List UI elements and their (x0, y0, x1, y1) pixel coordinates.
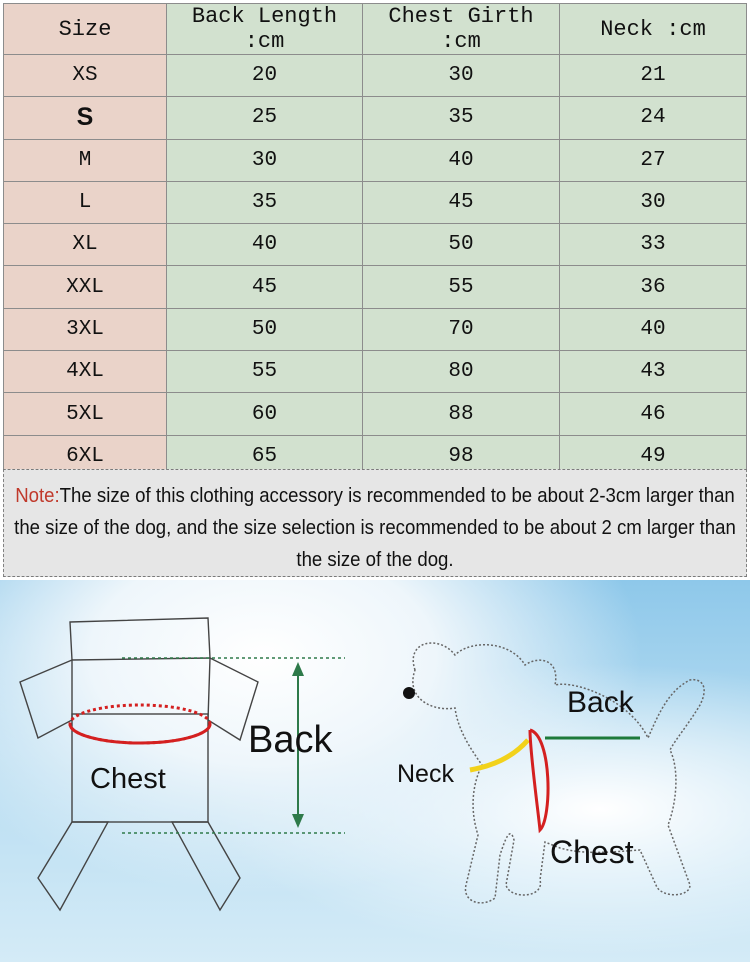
size-cell: XS (4, 55, 167, 97)
back-length-cell: 20 (167, 55, 363, 97)
neck-cell: 43 (560, 351, 747, 393)
note-label: Note: (15, 485, 60, 507)
garment-back-label: Back (248, 719, 333, 761)
chest-girth-cell: 55 (363, 266, 560, 308)
size-cell: L (4, 181, 167, 223)
neck-cell: 30 (560, 181, 747, 223)
neck-cell: 27 (560, 139, 747, 181)
chest-girth-cell: 80 (363, 351, 560, 393)
chest-girth-cell: 98 (363, 435, 560, 477)
dog-chest-label: Chest (550, 834, 634, 870)
header-back-length: Back Length :cm (167, 4, 363, 55)
arrow-down-icon (292, 814, 304, 828)
neck-cell: 46 (560, 393, 747, 435)
table-row (4, 393, 747, 435)
dog-nose-icon (403, 687, 415, 699)
garment-left-sleeve (20, 660, 72, 738)
note-text: The size of this clothing accessory is recommended to be about 2-3cm larger than the size of the dog, and the size selection is recommended to be about 2 cm larger than the size of the dog. (14, 485, 736, 571)
size-cell: M (4, 139, 167, 181)
garment-left-leg (38, 822, 108, 910)
back-length-cell: 45 (167, 266, 363, 308)
back-length-cell: 40 (167, 224, 363, 266)
table-row (4, 224, 747, 266)
table-row (4, 97, 747, 139)
chest-girth-cell: 35 (363, 97, 560, 139)
size-cell: 3XL (4, 308, 167, 350)
table-row (4, 139, 747, 181)
size-chart-table (3, 3, 747, 478)
back-length-cell: 60 (167, 393, 363, 435)
size-cell: 6XL (4, 435, 167, 477)
chest-girth-cell: 70 (363, 308, 560, 350)
chest-girth-cell: 40 (363, 139, 560, 181)
table-row (4, 351, 747, 393)
dog-neck-label: Neck (397, 760, 454, 788)
size-cell: XL (4, 224, 167, 266)
header-chest-girth: Chest Girth :cm (363, 4, 560, 55)
garment-collar (70, 618, 210, 660)
neck-cell: 36 (560, 266, 747, 308)
size-note (3, 469, 747, 577)
chest-girth-cell: 88 (363, 393, 560, 435)
table-row (4, 308, 747, 350)
dog-neck-line (470, 740, 528, 770)
neck-cell: 40 (560, 308, 747, 350)
back-length-cell: 35 (167, 181, 363, 223)
measurement-illustration (0, 580, 750, 962)
table-row (4, 266, 747, 308)
table-row (4, 181, 747, 223)
size-cell: XXL (4, 266, 167, 308)
garment-right-leg (172, 822, 240, 910)
table-row (4, 55, 747, 97)
size-cell: 5XL (4, 393, 167, 435)
neck-cell: 49 (560, 435, 747, 477)
chest-girth-cell: 30 (363, 55, 560, 97)
size-cell: S (4, 97, 167, 139)
back-length-cell: 65 (167, 435, 363, 477)
back-length-cell: 50 (167, 308, 363, 350)
garment-chest-label: Chest (90, 763, 166, 795)
back-length-cell: 25 (167, 97, 363, 139)
neck-cell: 24 (560, 97, 747, 139)
chest-girth-cell: 50 (363, 224, 560, 266)
size-cell: 4XL (4, 351, 167, 393)
neck-cell: 33 (560, 224, 747, 266)
garment-chest-line-front (70, 724, 210, 743)
chest-girth-cell: 45 (363, 181, 560, 223)
dog-chest-line (530, 730, 548, 830)
arrow-up-icon (292, 662, 304, 676)
measurement-diagram (0, 580, 750, 962)
neck-cell: 21 (560, 55, 747, 97)
back-length-cell: 30 (167, 139, 363, 181)
dog-back-label: Back (567, 686, 634, 719)
table-header-row (4, 4, 747, 55)
header-neck: Neck :cm (560, 4, 747, 55)
back-length-cell: 55 (167, 351, 363, 393)
header-size: Size (4, 4, 167, 55)
